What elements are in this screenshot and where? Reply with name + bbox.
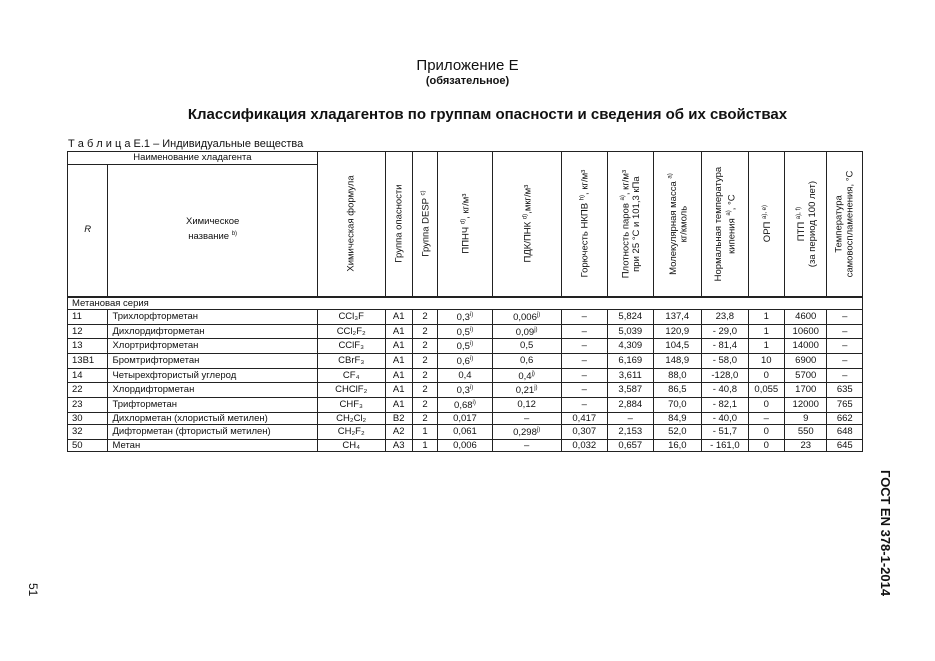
ppnch-cell: 0,3$^{i)}$ [438,383,493,398]
molar-mass-cell: 120,9 [653,324,702,339]
footnote-marker: i) [469,312,474,318]
ignition-cell: 635 [827,383,863,398]
table-row [68,310,863,325]
refrigerant-table [67,151,863,452]
ppnch-cell: 0,6$^{i)}$ [438,353,493,368]
desp-cell: 2 [412,353,437,368]
header-formula: Химическая формула [317,152,385,297]
hazard-group-cell: B2 [385,412,412,425]
name-cell: Бромтрифторметан [108,353,317,368]
hazard-group-cell: A1 [385,310,412,325]
ignition-cell: – [827,339,863,354]
density-cell: 0,657 [608,439,654,452]
footnote-marker: j) [531,370,535,377]
name-cell: Дифторметан (фтористый метилен) [108,425,317,440]
desp-cell: 2 [412,339,437,354]
name-cell: Хлордифторметан [108,383,317,398]
ignition-cell: – [827,353,863,368]
formula-cell: CH₂F₂ [317,425,385,440]
odp-cell: 1 [748,339,784,354]
r-cell: 23 [68,397,108,412]
header-ignition-temp: Температура самовоспламенения, °С [827,152,863,297]
molar-mass-cell: 70,0 [653,397,702,412]
table-row [68,397,863,412]
ppnch-cell: 0,5$^{i)}$ [438,339,493,354]
boiling-point-cell: -128,0 [702,368,749,383]
table-caption: Т а б л и ц а Е.1 – Индивидуальные вещества [68,138,304,150]
ignition-cell: 645 [827,439,863,452]
header-chemical-name: Химическое название $^{b)}$ [108,164,317,297]
density-cell: 2,153 [608,425,654,440]
molar-mass-cell: 52,0 [653,425,702,440]
r-cell: 14 [68,368,108,383]
density-cell: 3,611 [608,368,654,383]
boiling-point-cell: - 161,0 [702,439,749,452]
header-boiling-point: Нормальная температура кипения $^{a)}$, °С [702,152,749,297]
flammability-cell: – [561,368,608,383]
table-row [68,324,863,339]
pdk-cell: – [492,439,561,452]
desp-cell: 2 [412,397,437,412]
name-cell: Метан [108,439,317,452]
appendix-subtitle: (обязательное) [425,75,510,87]
density-cell: 6,169 [608,353,654,368]
desp-cell: 2 [412,383,437,398]
density-cell: 2,884 [608,397,654,412]
header-odp: ОРП $^{a), e)}$ [748,152,784,297]
pdk-cell: 0,4$^{j)}$ [492,368,561,383]
table-row [68,439,863,452]
footnote-marker: i) [469,326,474,333]
formula-cell: CCl₃F [317,310,385,325]
odp-cell: 0 [748,368,784,383]
footnote-marker: j) [534,385,538,392]
formula-cell: CClF₃ [317,339,385,354]
ignition-cell: 662 [827,412,863,425]
flammability-cell: – [561,353,608,368]
boiling-point-cell: - 29,0 [702,324,749,339]
r-cell: 22 [68,383,108,398]
r-cell: 13B1 [68,353,108,368]
table-row [68,412,863,425]
table-row [68,353,863,368]
r-cell: 13 [68,339,108,354]
gwp-cell: 6900 [785,353,827,368]
pdk-cell: 0,006$^{j)}$ [492,310,561,325]
boiling-point-cell: - 51,7 [702,425,749,440]
flammability-cell: – [561,397,608,412]
hazard-group-cell: A1 [385,339,412,354]
footnote-marker: i) [469,385,474,392]
ppnch-cell: 0,061 [438,425,493,440]
header-hazard-group: Группа опасности [385,152,412,297]
molar-mass-cell: 84,9 [653,412,702,425]
flammability-cell: – [561,339,608,354]
header-refrigerant-name: Наименование хладагента [68,152,318,165]
boiling-point-cell: - 58,0 [702,353,749,368]
molar-mass-cell: 137,4 [653,310,702,325]
name-cell: Дихлордифторметан [108,324,317,339]
footnote-marker: i) [472,399,476,406]
desp-cell: 1 [412,425,437,440]
density-cell: 5,824 [608,310,654,325]
odp-cell: 1 [748,324,784,339]
ignition-cell: – [827,310,863,325]
formula-cell: CCl₂F₂ [317,324,385,339]
hazard-group-cell: A3 [385,439,412,452]
formula-cell: CF₄ [317,368,385,383]
header-vapour-density: Плотность паров $^{a)}$, кг/м³ при 25 °С и 101,3 кПа [608,152,654,297]
desp-cell: 2 [412,412,437,425]
pdk-cell: 0,298$^{j)}$ [492,425,561,440]
pdk-cell: 0,09$^{j)}$ [492,324,561,339]
header-r: R [68,164,108,297]
desp-cell: 2 [412,324,437,339]
ignition-cell: – [827,324,863,339]
hazard-group-cell: A1 [385,368,412,383]
ppnch-cell: 0,68$^{i)}$ [438,397,493,412]
boiling-point-cell: 23,8 [702,310,749,325]
boiling-point-cell: - 40,8 [702,383,749,398]
molar-mass-cell: 88,0 [653,368,702,383]
flammability-cell: – [561,310,608,325]
molar-mass-cell: 86,5 [653,383,702,398]
document-code-stamp: ГОСТ EN 378-1-2014 [878,470,893,597]
formula-cell: CHClF₂ [317,383,385,398]
header-flammability: Горючесть НКПВ $^{h)}$, кг/м³ [561,152,608,297]
footnote-marker: j) [536,427,541,434]
appendix-title: Приложение Е [416,57,519,74]
desp-cell: 2 [412,310,437,325]
name-cell: Хлортрифторметан [108,339,317,354]
table-row [68,383,863,398]
series-row [68,297,863,310]
ppnch-cell: 0,006 [438,439,493,452]
hazard-group-cell: A1 [385,324,412,339]
name-cell: Трифторметан [108,397,317,412]
table-row [68,425,863,440]
pdk-cell: 0,6 [492,353,561,368]
series-label: Метановая серия [68,297,863,310]
ppnch-cell: 0,4 [438,368,493,383]
hazard-group-cell: A1 [385,397,412,412]
gwp-cell: 14000 [785,339,827,354]
gwp-cell: 550 [785,425,827,440]
boiling-point-cell: - 40,0 [702,412,749,425]
flammability-cell: – [561,383,608,398]
flammability-cell: 0,417 [561,412,608,425]
r-cell: 30 [68,412,108,425]
ignition-cell: 765 [827,397,863,412]
gwp-cell: 12000 [785,397,827,412]
boiling-point-cell: - 81,4 [702,339,749,354]
document-title: Классификация хладагентов по группам опасности и сведения об их свойствах [187,106,788,123]
pdk-cell: 0,5 [492,339,561,354]
header-desp-group: Группа DESP $^{c)}$ [412,152,437,297]
ppnch-cell: 0,3$^{i)}$ [438,310,493,325]
flammability-cell: 0,032 [561,439,608,452]
r-cell: 12 [68,324,108,339]
formula-cell: CBrF₃ [317,353,385,368]
desp-cell: 2 [412,368,437,383]
ignition-cell: – [827,368,863,383]
odp-cell: – [748,412,784,425]
formula-cell: CHF₃ [317,397,385,412]
molar-mass-cell: 148,9 [653,353,702,368]
density-cell: 5,039 [608,324,654,339]
page-number: 51 [26,583,40,597]
name-cell: Дихлорметан (хлористый метилен) [108,412,317,425]
flammability-cell: 0,307 [561,425,608,440]
formula-cell: CH₂Cl₂ [317,412,385,425]
ppnch-cell: 0,017 [438,412,493,425]
table-row [68,368,863,383]
density-cell: – [608,412,654,425]
footnote-marker: i) [469,341,474,348]
header-pdk-pnk: ПДК/ПНК $^{d)}$,мкг/м³ [492,152,561,297]
density-cell: 3,587 [608,383,654,398]
hazard-group-cell: A1 [385,383,412,398]
name-cell: Трихлорфторметан [108,310,317,325]
hazard-group-cell: A2 [385,425,412,440]
odp-cell: 0,055 [748,383,784,398]
ignition-cell: 648 [827,425,863,440]
gwp-cell: 5700 [785,368,827,383]
footnote-marker: j) [534,326,538,333]
odp-cell: 10 [748,353,784,368]
pdk-cell: – [492,412,561,425]
gwp-cell: 10600 [785,324,827,339]
r-cell: 11 [68,310,108,325]
hazard-group-cell: A1 [385,353,412,368]
formula-cell: CH₄ [317,439,385,452]
header-molar-mass: Молекулярная масса $^{a)}$ кг/кмоль [653,152,702,297]
molar-mass-cell: 16,0 [653,439,702,452]
ppnch-cell: 0,5$^{i)}$ [438,324,493,339]
footnote-marker: i) [469,355,474,362]
gwp-cell: 9 [785,412,827,425]
table-row [68,339,863,354]
odp-cell: 0 [748,425,784,440]
boiling-point-cell: - 82,1 [702,397,749,412]
pdk-cell: 0,21$^{j)}$ [492,383,561,398]
header-gwp: ПТП $^{a), f)}$ (за период 100 лет) [785,152,827,297]
r-cell: 50 [68,439,108,452]
odp-cell: 1 [748,310,784,325]
name-cell: Четырехфтористый углерод [108,368,317,383]
odp-cell: 0 [748,397,784,412]
gwp-cell: 23 [785,439,827,452]
footnote-marker: j) [536,312,541,318]
r-cell: 32 [68,425,108,440]
odp-cell: 0 [748,439,784,452]
density-cell: 4,309 [608,339,654,354]
desp-cell: 1 [412,439,437,452]
gwp-cell: 1700 [785,383,827,398]
header-ppnch: ППНЧ $^{d)}$, кг/м³ [438,152,493,297]
pdk-cell: 0,12 [492,397,561,412]
molar-mass-cell: 104,5 [653,339,702,354]
flammability-cell: – [561,324,608,339]
gwp-cell: 4600 [785,310,827,325]
